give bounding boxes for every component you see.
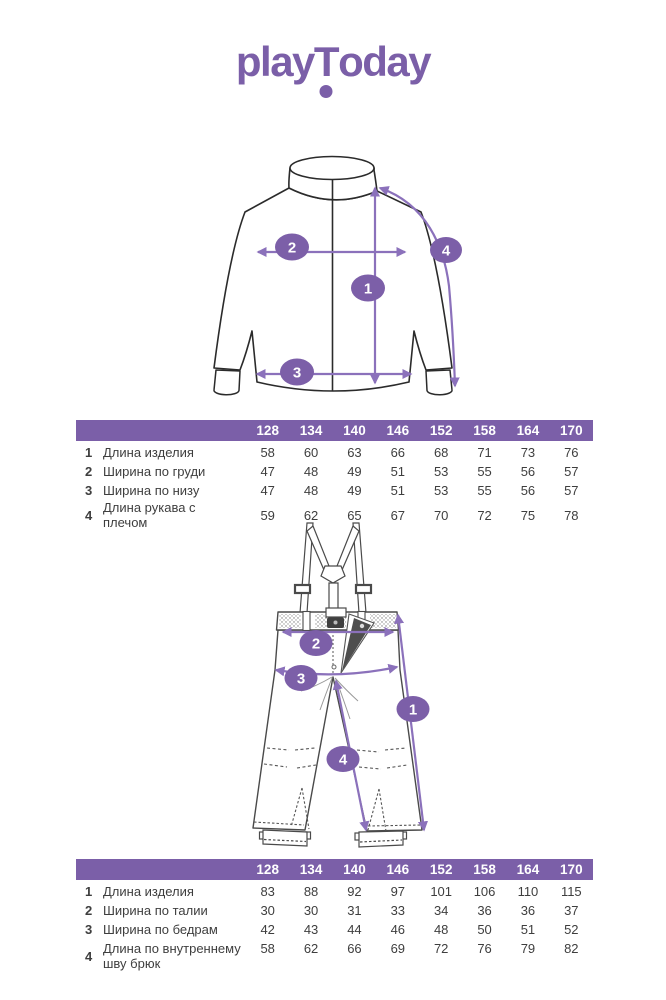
brand-logo bbox=[0, 38, 666, 86]
logo-dot-icon bbox=[320, 85, 333, 98]
svg-text:3: 3 bbox=[296, 670, 306, 688]
belt-loop bbox=[303, 612, 310, 631]
pants-measure-badge-1 bbox=[397, 696, 430, 722]
size-value: 57 bbox=[564, 483, 579, 498]
size-column-header: 146 bbox=[386, 862, 410, 877]
row-number: 1 bbox=[85, 884, 93, 899]
pants-suspenders bbox=[295, 523, 371, 613]
row-label: Ширина по бедрам bbox=[103, 921, 218, 937]
size-value: 53 bbox=[433, 464, 449, 479]
size-value: 51 bbox=[390, 464, 406, 479]
size-value: 110 bbox=[517, 884, 539, 899]
buckle-detail bbox=[334, 621, 338, 625]
size-value: 88 bbox=[303, 884, 319, 899]
size-value: 67 bbox=[390, 507, 406, 523]
size-value: 48 bbox=[433, 922, 449, 937]
size-column-header: 158 bbox=[473, 423, 496, 438]
size-value: 97 bbox=[390, 884, 406, 899]
jacket-measure-badge-2 bbox=[275, 234, 309, 261]
size-value: 83 bbox=[260, 884, 275, 899]
pants-outline bbox=[253, 630, 422, 831]
table-row bbox=[76, 882, 593, 901]
row-label: Длина изделия bbox=[103, 444, 194, 460]
row-number: 4 bbox=[85, 507, 93, 523]
svg-text:4: 4 bbox=[441, 242, 451, 260]
jacket-collar-opening bbox=[290, 157, 374, 180]
waistband-stipple-left bbox=[280, 614, 301, 628]
size-column-header: 170 bbox=[560, 423, 583, 438]
size-value: 55 bbox=[477, 483, 492, 498]
size-value: 66 bbox=[347, 941, 362, 956]
size-value: 92 bbox=[347, 884, 362, 899]
row-number: 2 bbox=[85, 903, 93, 918]
size-value: 53 bbox=[433, 483, 449, 498]
table-row bbox=[76, 939, 593, 972]
size-value: 68 bbox=[433, 445, 449, 460]
size-value: 37 bbox=[564, 903, 579, 918]
size-column-header: 128 bbox=[256, 423, 279, 438]
size-column-header: 158 bbox=[473, 862, 496, 877]
size-value: 49 bbox=[347, 483, 362, 498]
size-value: 62 bbox=[303, 941, 319, 956]
svg-text:2: 2 bbox=[311, 635, 321, 653]
size-column-header: 170 bbox=[560, 862, 583, 877]
size-value: 57 bbox=[564, 464, 579, 479]
size-value: 44 bbox=[347, 922, 362, 937]
size-value: 69 bbox=[390, 941, 406, 956]
row-label: Длина изделия bbox=[103, 883, 194, 899]
row-label: Ширина по низу bbox=[103, 482, 200, 498]
size-table-pants bbox=[76, 859, 593, 972]
size-table-header bbox=[76, 859, 593, 880]
size-value: 72 bbox=[433, 941, 449, 956]
size-value: 58 bbox=[260, 941, 275, 956]
jacket-diagram bbox=[188, 136, 480, 414]
size-value: 76 bbox=[564, 445, 579, 460]
pants-measure-badge-2 bbox=[300, 630, 333, 656]
size-value: 31 bbox=[347, 903, 362, 918]
size-table-header bbox=[76, 420, 593, 441]
size-value: 76 bbox=[477, 941, 492, 956]
size-value: 55 bbox=[477, 464, 492, 479]
jacket-measure-badge-1 bbox=[351, 275, 385, 302]
size-value: 33 bbox=[390, 903, 406, 918]
size-value: 50 bbox=[477, 922, 492, 937]
jacket-right-cuff bbox=[426, 370, 452, 395]
jacket-measure-badge-4 bbox=[430, 237, 462, 263]
row-label: Длина рукава с плечом bbox=[103, 500, 196, 531]
size-value: 65 bbox=[347, 507, 362, 523]
svg-text:3: 3 bbox=[292, 364, 302, 382]
size-column-header: 152 bbox=[429, 862, 453, 877]
size-value: 75 bbox=[520, 507, 536, 523]
logo-text-play: play bbox=[235, 38, 314, 85]
size-table-jacket bbox=[76, 420, 593, 531]
size-value: 79 bbox=[520, 941, 536, 956]
size-value: 72 bbox=[477, 507, 492, 523]
size-value: 46 bbox=[390, 922, 406, 937]
size-value: 63 bbox=[347, 445, 362, 460]
size-value: 47 bbox=[260, 483, 275, 498]
size-value: 30 bbox=[303, 903, 319, 918]
svg-text:4: 4 bbox=[338, 751, 348, 769]
center-strap-loop bbox=[326, 608, 346, 617]
size-value: 36 bbox=[477, 903, 492, 918]
size-value: 56 bbox=[520, 464, 536, 479]
size-value: 70 bbox=[433, 507, 449, 523]
size-value: 71 bbox=[477, 445, 492, 460]
size-column-header: 146 bbox=[386, 423, 410, 438]
size-column-header: 164 bbox=[516, 862, 540, 877]
waistband-stipple-right bbox=[370, 614, 396, 628]
size-value: 66 bbox=[390, 445, 406, 460]
size-value: 62 bbox=[303, 507, 319, 523]
fly-snap bbox=[360, 624, 364, 628]
size-value: 48 bbox=[303, 483, 319, 498]
size-value: 115 bbox=[560, 884, 582, 899]
size-value: 59 bbox=[260, 507, 275, 523]
size-value: 42 bbox=[260, 922, 275, 937]
size-value: 60 bbox=[303, 445, 319, 460]
size-value: 48 bbox=[303, 464, 319, 479]
row-number: 2 bbox=[85, 464, 93, 479]
table-row bbox=[76, 901, 593, 920]
row-label: Длина по внутреннему шву брюк bbox=[103, 941, 241, 972]
row-label: Ширина по талии bbox=[103, 902, 208, 918]
pants-diagram bbox=[245, 521, 440, 853]
size-value: 78 bbox=[564, 507, 579, 523]
size-value: 56 bbox=[520, 483, 536, 498]
pants-snow-cuffs bbox=[260, 830, 407, 847]
size-value: 43 bbox=[303, 922, 319, 937]
size-value: 30 bbox=[260, 903, 275, 918]
size-value: 52 bbox=[564, 922, 579, 937]
row-label: Ширина по груди bbox=[103, 463, 206, 479]
size-value: 36 bbox=[520, 903, 536, 918]
row-number: 4 bbox=[85, 948, 93, 964]
size-column-header: 164 bbox=[516, 423, 540, 438]
size-column-header: 140 bbox=[343, 862, 366, 877]
size-value: 34 bbox=[433, 903, 449, 918]
table-row bbox=[76, 462, 593, 481]
size-value: 51 bbox=[520, 922, 536, 937]
jacket-left-cuff bbox=[214, 370, 240, 395]
logo-letter-t: T bbox=[314, 38, 338, 86]
size-value: 106 bbox=[473, 884, 496, 899]
svg-text:1: 1 bbox=[408, 701, 418, 719]
row-number: 3 bbox=[85, 483, 93, 498]
svg-text:1: 1 bbox=[363, 280, 373, 298]
size-value: 47 bbox=[260, 464, 275, 479]
fly-button bbox=[332, 665, 336, 669]
table-row bbox=[76, 481, 593, 500]
pants-measure-badge-4 bbox=[327, 746, 360, 772]
size-value: 49 bbox=[347, 464, 362, 479]
size-column-header: 134 bbox=[299, 862, 323, 877]
size-value: 101 bbox=[430, 884, 453, 899]
size-value: 58 bbox=[260, 445, 275, 460]
pants-measure-badge-3 bbox=[285, 665, 318, 691]
size-column-header: 152 bbox=[429, 423, 453, 438]
size-value: 82 bbox=[564, 941, 579, 956]
size-column-header: 140 bbox=[343, 423, 366, 438]
table-row bbox=[76, 920, 593, 939]
size-value: 51 bbox=[390, 483, 406, 498]
row-number: 3 bbox=[85, 922, 93, 937]
logo-text-oday: oday bbox=[338, 38, 431, 85]
row-number: 1 bbox=[85, 445, 93, 460]
table-row bbox=[76, 443, 593, 462]
jacket-measure-badge-3 bbox=[280, 359, 314, 386]
size-value: 73 bbox=[520, 445, 536, 460]
size-column-header: 134 bbox=[299, 423, 323, 438]
svg-text:2: 2 bbox=[287, 239, 297, 257]
size-column-header: 128 bbox=[256, 862, 279, 877]
